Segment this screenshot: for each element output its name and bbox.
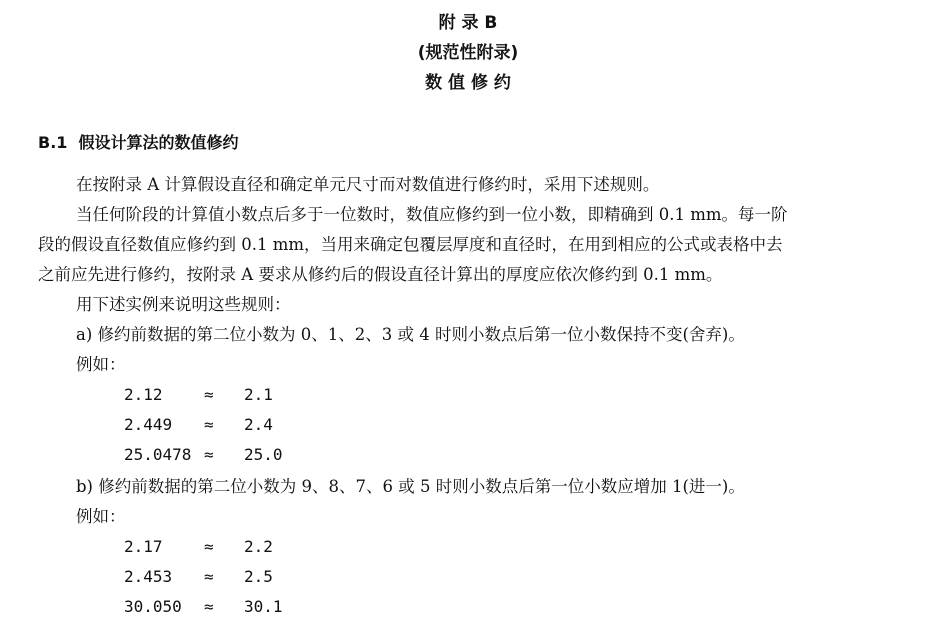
example-after: 30.1 bbox=[244, 597, 283, 616]
example-before: 2.17 bbox=[124, 537, 163, 556]
appendix-label: 附 录 B bbox=[438, 13, 498, 33]
rule-b-text: b) 修约前数据的第二位小数为 9、8、7、6 或 5 时则小数点后第一位小数应增加 1(进一)。 bbox=[76, 477, 745, 496]
approx-symbol: ≈ bbox=[204, 445, 214, 464]
appendix-title: 数 值 修 约 bbox=[425, 73, 511, 93]
example-after: 25.0 bbox=[244, 445, 283, 464]
example-before: 25.0478 bbox=[124, 445, 192, 464]
paragraph-1: 在按附录 A 计算假设直径和确定单元尺寸而对数值进行修约时，采用下述规则。 bbox=[76, 175, 660, 194]
paragraph-2-line-2: 段的假设直径数值应修约到 0.1 mm，当用来确定包覆层厚度和直径时，在用到相应的公式或表格中去 bbox=[38, 235, 783, 254]
example-after: 2.5 bbox=[244, 567, 273, 586]
rule-a-example-label: 例如： bbox=[76, 355, 126, 374]
approx-symbol: ≈ bbox=[204, 415, 214, 434]
approx-symbol: ≈ bbox=[204, 537, 214, 556]
rule-b-example-label: 例如： bbox=[76, 507, 126, 526]
example-before: 2.12 bbox=[124, 385, 163, 404]
example-after: 2.2 bbox=[244, 537, 273, 556]
paragraph-2-line-1: 当任何阶段的计算值小数点后多于一位数时，数值应修约到一位小数，即精确到 0.1 mm。每一阶 bbox=[76, 205, 788, 224]
rule-a-text: a) 修约前数据的第二位小数为 0、1、2、3 或 4 时则小数点后第一位小数保持不变(舍弃)。 bbox=[76, 325, 745, 344]
section-heading: B.1 假设计算法的数值修约 bbox=[38, 133, 239, 152]
example-before: 2.449 bbox=[124, 415, 173, 434]
example-after: 2.1 bbox=[244, 385, 273, 404]
paragraph-2-line-3: 之前应先进行修约，按附录 A 要求从修约后的假设直径计算出的厚度应依次修约到 0.1 mm。 bbox=[38, 265, 723, 284]
example-before: 30.050 bbox=[124, 597, 182, 616]
appendix-type: (规范性附录) bbox=[417, 43, 519, 63]
example-before: 2.453 bbox=[124, 567, 173, 586]
paragraph-3: 用下述实例来说明这些规则： bbox=[76, 295, 291, 314]
approx-symbol: ≈ bbox=[204, 597, 214, 616]
approx-symbol: ≈ bbox=[204, 385, 214, 404]
example-after: 2.4 bbox=[244, 415, 273, 434]
approx-symbol: ≈ bbox=[204, 567, 214, 586]
